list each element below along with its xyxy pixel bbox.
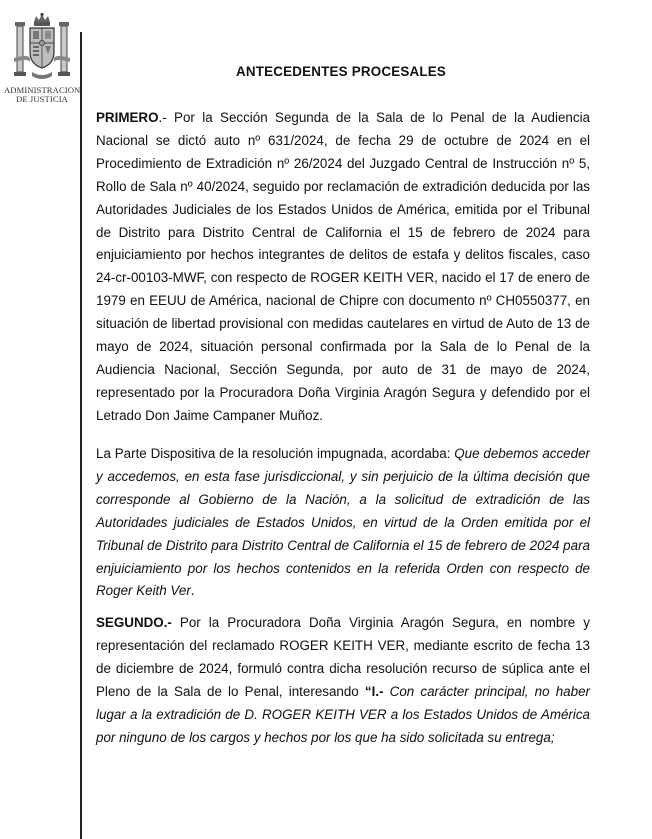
primero-label: PRIMERO <box>96 110 159 125</box>
paragraph-segundo <box>96 612 590 749</box>
emblem-caption-line2: DE JUSTICIA <box>16 94 68 104</box>
dispositiva-intro: La Parte Dispositiva de la resolución impugnada, acordaba: <box>96 446 455 461</box>
dispositiva-quote: Que debemos acceder y accedemos, en esta fase jurisdiccional, y sin perjuicio de la última decisión que corresponde al Gobierno de la Nación, a la solicitud de extradición de las Autoridades judiciales de Estados Unidos, en virtud de la Orden emitida por el Tribunal de Distrito para Distrito Central de California el 15 de febrero de 2024 para enjuiciamiento por los hechos contenidos en la referida Orden con respecto de Roger Keith Ver <box>96 446 590 599</box>
segundo-label: SEGUNDO.- <box>96 615 172 630</box>
segundo-text: Por la Procuradora Doña Virginia Aragón Segura, en nombre y representación del reclamado ROGER KEITH VER, mediante escrito de fecha 13 de diciembre de 2024, formuló contra dicha resolución recurso de súplica ante el Pleno de la Sala de lo Penal, interesando <box>96 615 590 699</box>
paragraph-parte-dispositiva <box>96 443 590 603</box>
emblem-caption-line1: ADMINISTRACION <box>4 85 81 95</box>
segundo-quote-mark: “I.- <box>364 683 384 699</box>
segundo-quote: Con carácter principal, no haber lugar a la extradición de D. ROGER KEITH VER a los Estados Unidos de América por ninguno de los cargos y hechos por los que ha sido solicitada su entrega; <box>96 683 590 745</box>
coat-of-arms-icon <box>10 12 74 86</box>
dispositiva-end: . <box>190 583 195 599</box>
margin-rule <box>80 32 82 839</box>
paragraph-primero <box>96 107 590 428</box>
court-emblem <box>4 12 80 104</box>
document-title: ANTECEDENTES PROCESALES <box>236 64 446 79</box>
primero-text: .- Por la Sección Segunda de la Sala de lo Penal de la Audiencia Nacional se dictó auto nº 631/2024, de fecha 29 de octubre de 2024 en el Procedimiento de Extradición nº 26/2024 del Juzgado Central de Instrucción nº 5, Rollo de Sala nº 40/2024, seguido por reclamación de extradición deducida por las Autoridades Judiciales de los Estados Unidos de América, emitida por el Tribunal de Distrito para Distrito Central de California el 15 de febrero de 2024 para enjuiciamiento por hechos integrantes de delitos de estafa y delitos fiscales, caso 24-cr-00103-MWF, con respecto de ROGER KEITH VER, nacido el 17 de enero de 1979 en EEUU de América, nacional de Chipre con documento nº CH0550377, en situación de libertad provisional con medidas cautelares en virtud de Auto de 13 de mayo de 2024, situación personal confirmada por la Sala de lo Penal de la Audiencia Nacional, Sección Segunda, por auto de 31 de mayo de 2024, representado por la Procuradora Doña Virginia Aragón Segura y defendido por el Letrado Don Jaime Campaner Muñoz. <box>96 110 590 423</box>
